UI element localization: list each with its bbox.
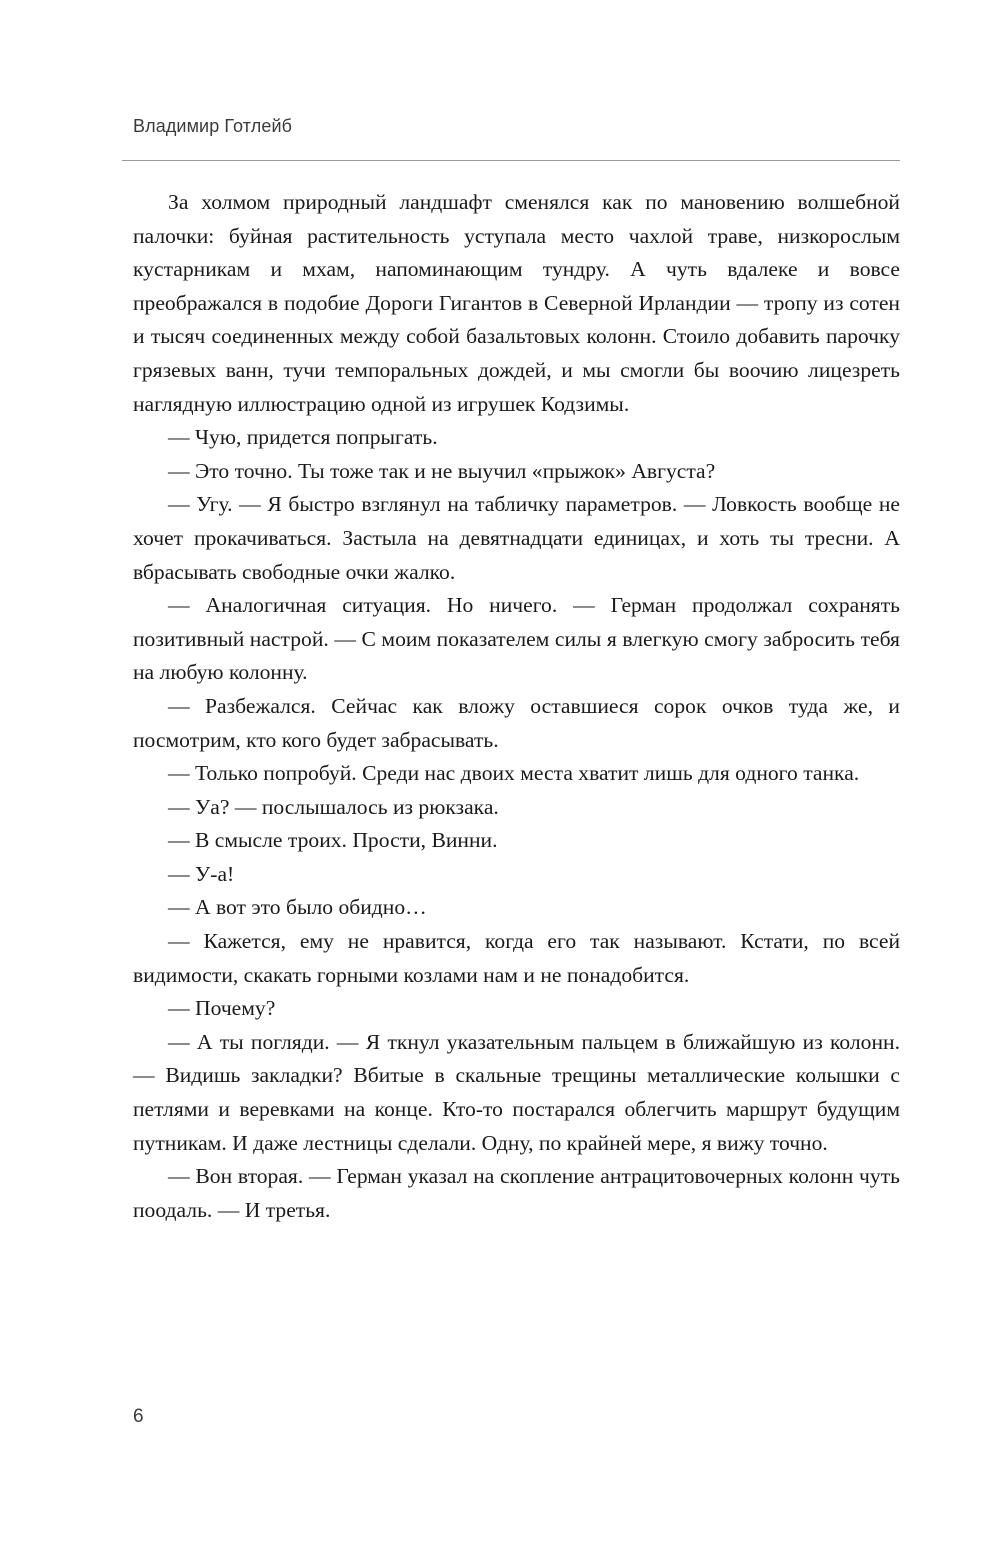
body-paragraph: — Чую, придется попрыгать. [168, 425, 438, 450]
body-paragraph: — А ты погляди. — Я ткнул указательным пальцем в ближайшую из колонн. — Видишь закладки? Вбитые в скальные трещины металлические колышки с петлями и веревками на конце. Кто-то постарался облегчить маршрут будущим путникам. И даже лестницы сделали. Одну, по крайней мере, я вижу точно. [133, 1029, 900, 1155]
body-paragraph: — Это точно. Ты тоже так и не выучил «прыжок» Августа? [168, 458, 716, 483]
body-text [133, 186, 900, 1227]
body-paragraph: — Уа? — послышалось из рюкзака. [168, 794, 499, 819]
body-paragraph: — Кажется, ему не нравится, когда его так называют. Кстати, по всей видимости, скакать горными козлами нам и не понадобится. [133, 929, 900, 987]
body-paragraph: За холмом природный ландшафт сменялся как по мановению волшебной палочки: буйная растительность уступала место чахлой траве, низкорослым кустарникам и мхам, напоминающим тундру. А чуть вдалеке и вовсе преображался в подобие Дороги Гигантов в Северной Ирландии — тропу из сотен и тысяч соединенных между собой базальтовых колонн. Стоило добавить парочку грязевых ванн, тучи темпоральных дождей, и мы смогли бы воочию лицезреть наглядную иллюстрацию одной из игрушек Кодзимы. [133, 190, 900, 416]
body-paragraph: — У-а! [168, 861, 235, 886]
body-paragraph: — Угу. — Я быстро взглянул на табличку параметров. — Ловкость вообще не хочет прокачиваться. Застыла на девятнадцати единицах, и хоть ты тресни. А вбрасывать свободные очки жалко. [133, 492, 900, 584]
body-paragraph: — Вон вторая. — Герман указал на скопление антрацитовочерных колонн чуть поодаль. — И третья. [133, 1164, 900, 1222]
body-paragraph: — В смысле троих. Прости, Винни. [168, 828, 498, 853]
body-paragraph: — Только попробуй. Среди нас двоих места хватит лишь для одного танка. [168, 761, 860, 786]
page-number: 6 [133, 1406, 144, 1427]
body-paragraph: — Разбежался. Сейчас как вложу оставшиеся сорок очков туда же, и посмотрим, кто кого будет забрасывать. [133, 693, 900, 752]
running-head-author: Владимир Готлейб [133, 116, 293, 136]
body-paragraph: — Почему? [168, 996, 276, 1021]
body-paragraph: — А вот это было обидно… [168, 895, 427, 920]
header-divider [122, 160, 900, 161]
body-paragraph: — Аналогичная ситуация. Но ничего. — Герман продолжал сохранять позитивный настрой. — С моим показателем силы я влегкую смогу забросить тебя на любую колонну. [133, 593, 900, 685]
